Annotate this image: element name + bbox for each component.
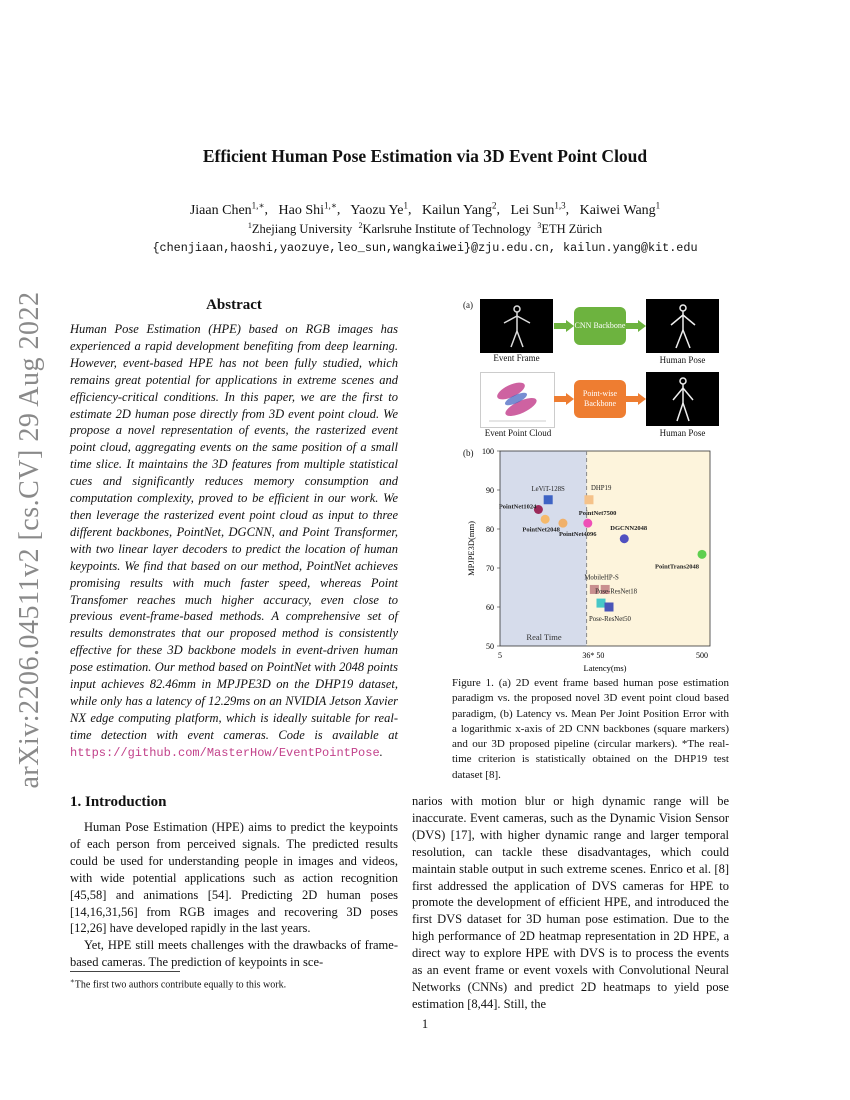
x-tick-label: 500 [696, 651, 709, 660]
y-axis-label: MPJPE3D(mm) [466, 521, 476, 576]
y-tick-label: 80 [486, 525, 494, 534]
arrow-icon [626, 320, 646, 332]
intro-paragraph-2: Yet, HPE still meets challenges with the drawbacks of frame-based cameras. The prediction of keypoints in sce- [70, 938, 398, 970]
footnote-mark: ∗ [70, 977, 75, 985]
data-label: DGCNN2048 [610, 524, 648, 532]
realtime-region [500, 451, 587, 646]
footnote-rule [70, 971, 180, 972]
paper-title: Efficient Human Pose Estimation via 3D Event Point Cloud [202, 146, 648, 166]
affiliations [0, 221, 850, 237]
affiliation: $^3$ETH Zürich [537, 221, 603, 237]
latency-vs-mpjpe-chart [460, 445, 730, 677]
human-pose-figure-icon [646, 372, 719, 426]
data-label: PointNet7500 [578, 510, 617, 518]
data-point-square [544, 495, 553, 504]
author-affil-mark: 1,∗ [324, 200, 337, 210]
footnote-text: The first two authors contribute equally to this work. [74, 979, 287, 991]
data-point-square [584, 495, 593, 504]
abstract-end: . [379, 744, 383, 759]
affiliation: $^2$Karlsruhe Institute of Technology [358, 221, 532, 237]
author-name: Lei Sun$^{1,3}$ [510, 200, 566, 218]
right-paragraph: narios with motion blur or high dynamic range will be inaccurate. Event cameras, such as the Dynamic Vision Sensor (DVS) [17], with higher dynamic range and larger temporal resolution, can tackle these disadvantages, which could maintain stable output in such extreme scenes. Enrico et al. [8] first addressed the application of DVS cameras for HPE to promote the development of efficient HPE, and introduced the first DVS dataset for 3D human pose estimation. Due to the high performance of 2D heatmap representation in 2D HPE, a direct way to explore HPE with DVS is to process the events as an event frame or event voxels with Convolutional Neural Networks (CNNs) and predict 2D heatmaps to yield pose estimation [8,44]. Still, the [412, 794, 729, 1011]
data-point-circle [558, 519, 567, 528]
data-point-square [604, 603, 613, 612]
y-tick-label: 100 [482, 447, 494, 456]
author-list: Jiaan Chen$^{1,∗}$, Hao Shi$^{1,∗}$, Yaozu Ye$^1$, Kailun Yang$^2$, Lei Sun$^{1,3}$, Kaiwei Wang$^1$ [189, 200, 661, 218]
panel-a-label: (a) [463, 300, 473, 310]
arrow-icon [626, 393, 646, 405]
arrow-icon [554, 393, 574, 405]
data-label: PointNet2048 [522, 526, 560, 534]
author-affil-mark: 1,∗ [251, 200, 265, 210]
data-label: MobileHP-S [584, 574, 619, 582]
y-tick-label: 50 [486, 642, 494, 651]
cnn-backbone-label: CNN Backbone [574, 321, 626, 330]
intro-heading: 1. Introduction [70, 794, 167, 810]
author-name: Jiaan Chen$^{1,∗}$ [189, 200, 265, 218]
data-label: Pose-ResNet18 [595, 588, 638, 596]
data-point-square [597, 599, 606, 608]
event-point-cloud-label: Event Point Cloud [484, 428, 552, 438]
data-label: PointTrans2048 [655, 563, 700, 571]
affiliation: $^1$Zhejiang University [247, 221, 353, 237]
human-pose-figure-icon [646, 299, 719, 353]
author-affil-mark: 2 [491, 200, 497, 210]
arxiv-sidebar: arXiv:2206.04511v2 [cs.CV] 29 Aug 2022 [14, 291, 45, 789]
code-link[interactable]: https://github.com/MasterHow/EventPointPose [70, 745, 380, 760]
human-pose-label-1: Human Pose [659, 355, 706, 365]
data-label: PointNet1024 [498, 503, 537, 511]
data-point-circle [541, 515, 550, 524]
pointwise-backbone-label: Point-wise Backbone [582, 389, 618, 408]
author-affil-mark: 1 [655, 200, 661, 210]
data-point-circle [583, 519, 592, 528]
y-tick-label: 90 [486, 486, 494, 495]
arrow-icon [554, 320, 574, 332]
data-point-circle [698, 550, 707, 559]
abstract-text: Human Pose Estimation (HPE) based on RGB images has experienced a rapid development benefiting from deep learning. However, event-based HPE has not been fully studied, which remains great potential for applications in extreme scenes and efficiency-critical conditions. In this paper, we are the first to estimate 2D human pose directly from 3D event point cloud. We propose a novel representation of events, the rasterized event point cloud, aggregating events on the same position of a small time slice. It maintains the 3D features from multiple statistical cues and significantly reduces memory consumption and computation complexity, proved to be efficient in our work. We then leverage the rasterized event point cloud as input to three different backbones, PointNet, DGCNN, and Point Transformer, with two linear layer decoders to predict the location of human keypoints. We find that based on our method, PointNet achieves promising results with much faster speed, whereas Point Transfomer reaches much higher accuracy, even close to previous event-frame-based methods. A comprehensive set of results demonstrates that our proposed method is consistently effective for these 3D backbone models in event-driven human pose estimation. Our method based on PointNet with 2048 points input achieves 82.46mm in MPJPE3D on the DHP19 dataset, while only has a latency of 12.29ms on an NVIDIA Jetson Xavier NX edge computing platform, which is ideally suitable for real-time detection with event cameras. Code is available at [70, 322, 398, 742]
x-axis-label: Latency(ms) [583, 663, 627, 673]
human-pose-label-2: Human Pose [659, 428, 706, 438]
author-name: Kailun Yang$^2$ [421, 200, 497, 218]
event-frame-image [480, 299, 553, 353]
pointwise-backbone-box [574, 380, 626, 418]
abstract-heading: Abstract [206, 297, 262, 313]
realtime-label: Real Time [526, 632, 562, 642]
human-pose-image-1 [646, 299, 719, 353]
x-tick-label: 5 [498, 651, 502, 660]
intro-paragraph-1: Human Pose Estimation (HPE) aims to predict the keypoints of each person from perceived signals. The predicted results could be used for understanding people in images and videos, with wide potential applications such as action recognition [45,58] and animations [54]. Predicting 2D human poses [14,16,31,56] from RGB images and recovering 3D poses [12,26] have developed rapidly in the last years. [70, 820, 398, 936]
x-tick-label: 36* 50 [582, 651, 605, 660]
y-tick-label: 60 [486, 603, 494, 612]
footnote [70, 977, 400, 990]
panel-b-label: (b) [463, 448, 474, 458]
right-column-text [412, 793, 729, 1013]
data-point-circle [620, 534, 629, 543]
figure-caption: Figure 1. (a) 2D event frame based human pose estimation paradigm vs. the proposed novel 3D event point cloud based paradigm, (b) Latency vs. Mean Per Joint Position Error with a logarithmic x-axis of 2D CNN backbones (square markers) and our 3D proposed pipeline (circular markers). *The real-time criterion is statistically obtained on the DHP19 test dataset [8]. [452, 677, 729, 781]
event-frame-label: Event Frame [493, 353, 540, 363]
data-label: DHP19 [590, 484, 612, 492]
author-name: Kaiwei Wang$^1$ [579, 200, 661, 218]
author-name: Hao Shi$^{1,∗}$ [278, 200, 337, 218]
author-affil-mark: 1,3 [554, 200, 566, 210]
y-tick-label: 70 [486, 564, 494, 573]
event-frame-figure-icon [480, 299, 553, 353]
author-affil-mark: 1 [403, 200, 408, 210]
data-label: LeViT-128S [531, 485, 565, 493]
cnn-backbone-box [574, 307, 626, 345]
author-emails: {chenjiaan,haoshi,yaozuye,leo_sun,wangkaiwei}@zju.edu.cn, kailun.yang@kit.edu [152, 241, 698, 255]
page-number: 1 [421, 1017, 429, 1031]
data-label: Pose-ResNet50 [588, 616, 631, 623]
data-label: PointNet4096 [558, 531, 597, 539]
abstract-body [70, 321, 398, 762]
author-name: Yaozu Ye$^1$ [350, 200, 408, 218]
event-point-cloud-image [480, 372, 555, 428]
point-cloud-icon [481, 373, 554, 427]
human-pose-image-2 [646, 372, 719, 426]
intro-body [70, 819, 398, 971]
